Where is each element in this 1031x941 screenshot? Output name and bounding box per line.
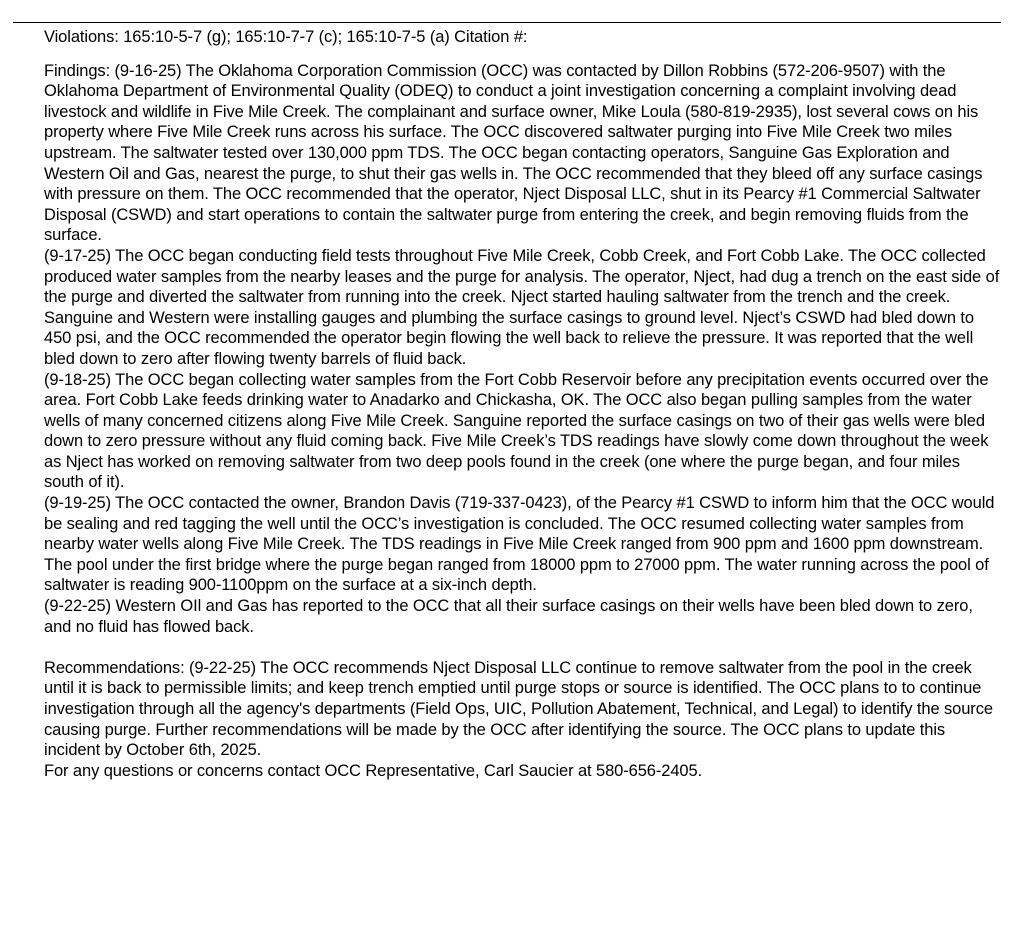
recommendations-text: Recommendations: (9-22-25) The OCC recommends Nject Disposal LLC continue to remove saltwater from the pool in the creek until it is back to permissible limits; and keep trench emptied until purge stops or source is identified. The OCC plans to to continue investigation through all the agency's departments (Field Ops, UIC, Pollution Abatement, Technical, and Legal) to identify the source causing purge. Further recommendations will be made by the OCC after identifying the source. The OCC plans to update this incident by October 6th, 2025.: [44, 658, 993, 760]
findings-entry-9-16: Findings: (9-16-25) The Oklahoma Corporation Commission (OCC) was contacted by Dillon Robbins (572-206-9507) with the Oklahoma Department of Environmental Quality (ODEQ) to conduct a joint investigation concerning a complaint involving dead livestock and wildlife in Five Mile Creek. The complainant and surface owner, Mike Loula (580-819-2935), lost several cows on his property where Five Mile Creek runs across his surface. The OCC discovered saltwater purging into Five Mile Creek two miles upstream. The saltwater tested over 130,000 ppm TDS. The OCC began contacting operators, Sanguine Gas Exploration and Western Oil and Gas, nearest the purge, to shut their gas wells in. The OCC recommended that they bleed off any surface casings with pressure on them. The OCC recommended that the operator, Nject Disposal LLC, shut in its Pearcy #1 Commercial Saltwater Disposal (CSWD) and start operations to contain the saltwater purge from entering the creek, and begin removing fluids from the surface.: [44, 61, 983, 245]
findings-section: [44, 61, 1004, 638]
incident-report: [44, 27, 1004, 781]
findings-entry-9-17: (9-17-25) The OCC began conducting field tests throughout Five Mile Creek, Cobb Creek, and Fort Cobb Lake. The OCC collected produced water samples from the nearby leases and the purge for analysis. The operator, Nject, had dug a trench on the east side of the purge and diverted the saltwater from running into the creek. Nject started hauling saltwater from the trench and the creek. Sanguine and Western were installing gauges and plumbing the surface casings to ground level. Nject’s CSWD had bled down to 450 psi, and the OCC recommended the operator begin flowing the well back to relieve the pressure. It was reported that the well bled down to zero after flowing twenty barrels of fluid back.: [44, 246, 1000, 368]
recommendations-section: [44, 658, 1004, 782]
top-divider: [13, 22, 1001, 23]
violations-line: Violations: 165:10-5-7 (g); 165:10-7-7 (c); 165:10-7-5 (a) Citation #:: [44, 28, 528, 46]
findings-entry-9-22: (9-22-25) Western OIl and Gas has reported to the OCC that all their surface casings on their wells have been bled down to zero, and no fluid has flowed back.: [44, 597, 973, 636]
findings-entry-9-19: (9-19-25) The OCC contacted the owner, Brandon Davis (719-337-0423), of the Pearcy #1 CSWD to inform him that the OCC would be sealing and red tagging the well until the OCC’s investigation is concluded. The OCC resumed collecting water samples from nearby water wells along Five Mile Creek. The TDS readings in Five Mile Creek ranged from 900 ppm and 1600 ppm downstream. The pool under the first bridge where the purge began ranged from 18000 ppm to 27000 ppm. The water running across the pool of saltwater is reading 900-1100ppm on the surface at a six-inch depth.: [44, 494, 995, 595]
findings-entry-9-18: (9-18-25) The OCC began collecting water samples from the Fort Cobb Reservoir before any precipitation events occurred over the area. Fort Cobb Lake feeds drinking water to Anadarko and Chickasha, OK. The OCC also began pulling samples from the water wells of many concerned citizens along Five Mile Creek. Sanguine reported the surface casings on two of their gas wells were bled down to zero pressure without any fluid coming back. Five Mile Creek’s TDS readings have slowly come down throughout the week as Nject has worked on removing saltwater from two deep pools found in the creek (one where the purge began, and four miles south of it).: [44, 370, 989, 492]
section-spacer: [44, 637, 1004, 658]
contact-line: For any questions or concerns contact OCC Representative, Carl Saucier at 580-656-2405.: [44, 761, 703, 780]
